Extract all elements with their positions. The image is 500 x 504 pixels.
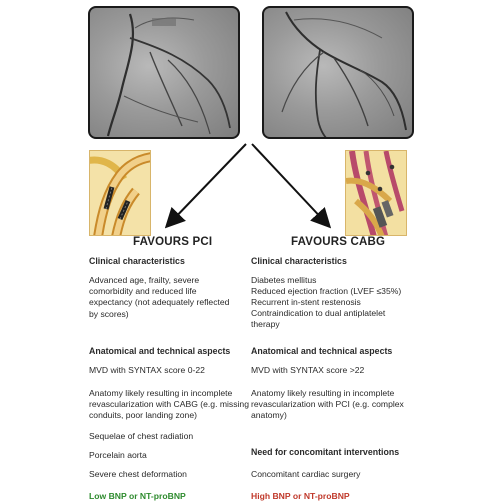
cabg-bnp-text: High BNP or NT-proBNP: [251, 491, 350, 501]
pci-syntax-score: MVD with SYNTAX score 0-22: [89, 365, 205, 375]
favours-pci-title: FAVOURS PCI: [133, 236, 213, 248]
cabg-clinical-item: Reduced ejection fraction (LVEF ≤35%): [251, 286, 402, 296]
favours-cabg-title: FAVOURS CABG: [291, 236, 386, 248]
pci-clinical-heading: Clinical characteristics: [89, 256, 185, 266]
cabg-concomitant-heading: Need for concomitant interventions: [251, 447, 400, 457]
arrow-to-cabg: [252, 144, 327, 224]
pci-deformation-text: Severe chest deformation: [89, 469, 187, 479]
cabg-anatomical-heading: Anatomical and technical aspects: [251, 346, 393, 356]
cabg-clinical-item: Diabetes mellitus: [251, 275, 317, 285]
cabg-clinical-item: Contraindication to dual antiplatelet therapy: [251, 308, 386, 330]
cabg-clinical-item: Recurrent in-stent restenosis: [251, 297, 361, 307]
cabg-anatomy-text: Anatomy likely resulting in incomplete revascularization with PCI (e.g. complex anatomy): [251, 388, 404, 421]
pci-anatomical-heading: Anatomical and technical aspects: [89, 346, 231, 356]
cabg-concomitant-text: Concomitant cardiac surgery: [251, 469, 361, 479]
pci-anatomy-text: Anatomy likely resulting in incomplete revascularization with CABG (e.g. missing conduits, poor landing zone): [89, 388, 249, 421]
pci-sequelae-text: Sequelae of chest radiation: [89, 431, 194, 441]
cabg-clinical-heading: Clinical characteristics: [251, 256, 347, 266]
pci-clinical-text: Advanced age, frailty, severe comorbidity and reduced life expectancy (not adequately reflected by scores): [89, 275, 230, 319]
pci-porcelain-text: Porcelain aorta: [89, 450, 147, 460]
cabg-syntax-score: MVD with SYNTAX score >22: [251, 365, 365, 375]
arrow-to-pci: [169, 144, 246, 224]
pci-bnp-text: Low BNP or NT-proBNP: [89, 491, 186, 501]
